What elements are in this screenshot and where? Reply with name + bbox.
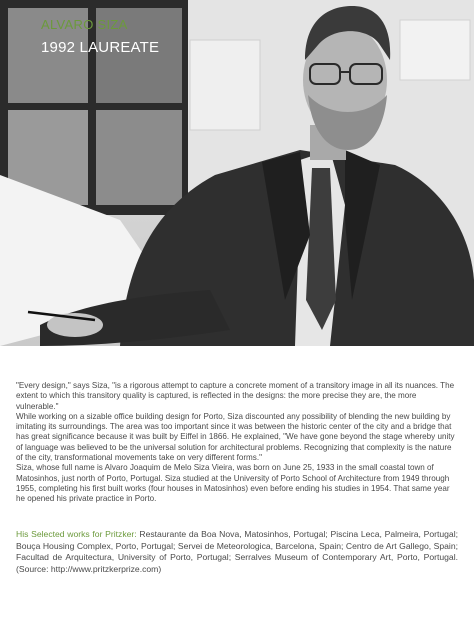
paragraph: Siza, whose full name is Alvaro Joaquim de Melo Siza Vieira, was born on June 25, 1933 in the small coastal town of Matosinhos, just north of Porto, Portugal. Siza studied at the University of Porto School of Architecture from 1949 through 1955, completing his first built works (four houses in Matosinhos) even before ending his studies in 1954. That same year he opened his private practice in Porto. <box>16 463 450 504</box>
selected-works-label: His Selected works for Pritzker: <box>16 529 137 539</box>
paragraph: While working on a sizable office building design for Porto, Siza discounted any possibility of blending the new building by imitating its surroundings. The area was too important since it was between the historic center of the city and a bridge that has great significance because it was built by Eiffel in 1866. He explained, "We have gone beyond the stage whereby unity of language was believed to be the universal solution for architectural problems. Recognizing that complexity is the nature of the city, transformational movements take on very different forms." <box>16 411 455 463</box>
sketch-sheet <box>190 40 260 130</box>
architect-name: ALVARO SIZA <box>41 17 128 32</box>
selected-works-list: Restaurante da Boa Nova, Matosinhos, Portugal; Piscina Leca, Palmeira, Portugal; Bouça Housing Complex, Porto, Portugal; Servei de Meteorologica, Barcelona, Spain; Centro de Art Gallego, Spain; Facultad de Arquitectura, University of Porto, Portugal; Serralves Museum of Contemporary Art, Porto, Portugal. (Source: http://www.pritzkerprize.com) <box>16 529 458 574</box>
selected-works <box>16 529 458 575</box>
biography-text <box>16 381 458 505</box>
window-pane <box>96 110 182 205</box>
photo-caption <box>41 18 159 55</box>
sketch-sheet <box>400 20 470 80</box>
paragraph: "Every design," says Siza, "is a rigorous attempt to capture a concrete moment of a transitory image in all its nuances. The extent to which this transitory quality is captured, is reflected in the designs: the more precise they are, the more vulnerable." <box>16 381 455 411</box>
laureate-year: 1992 LAUREATE <box>41 39 160 56</box>
